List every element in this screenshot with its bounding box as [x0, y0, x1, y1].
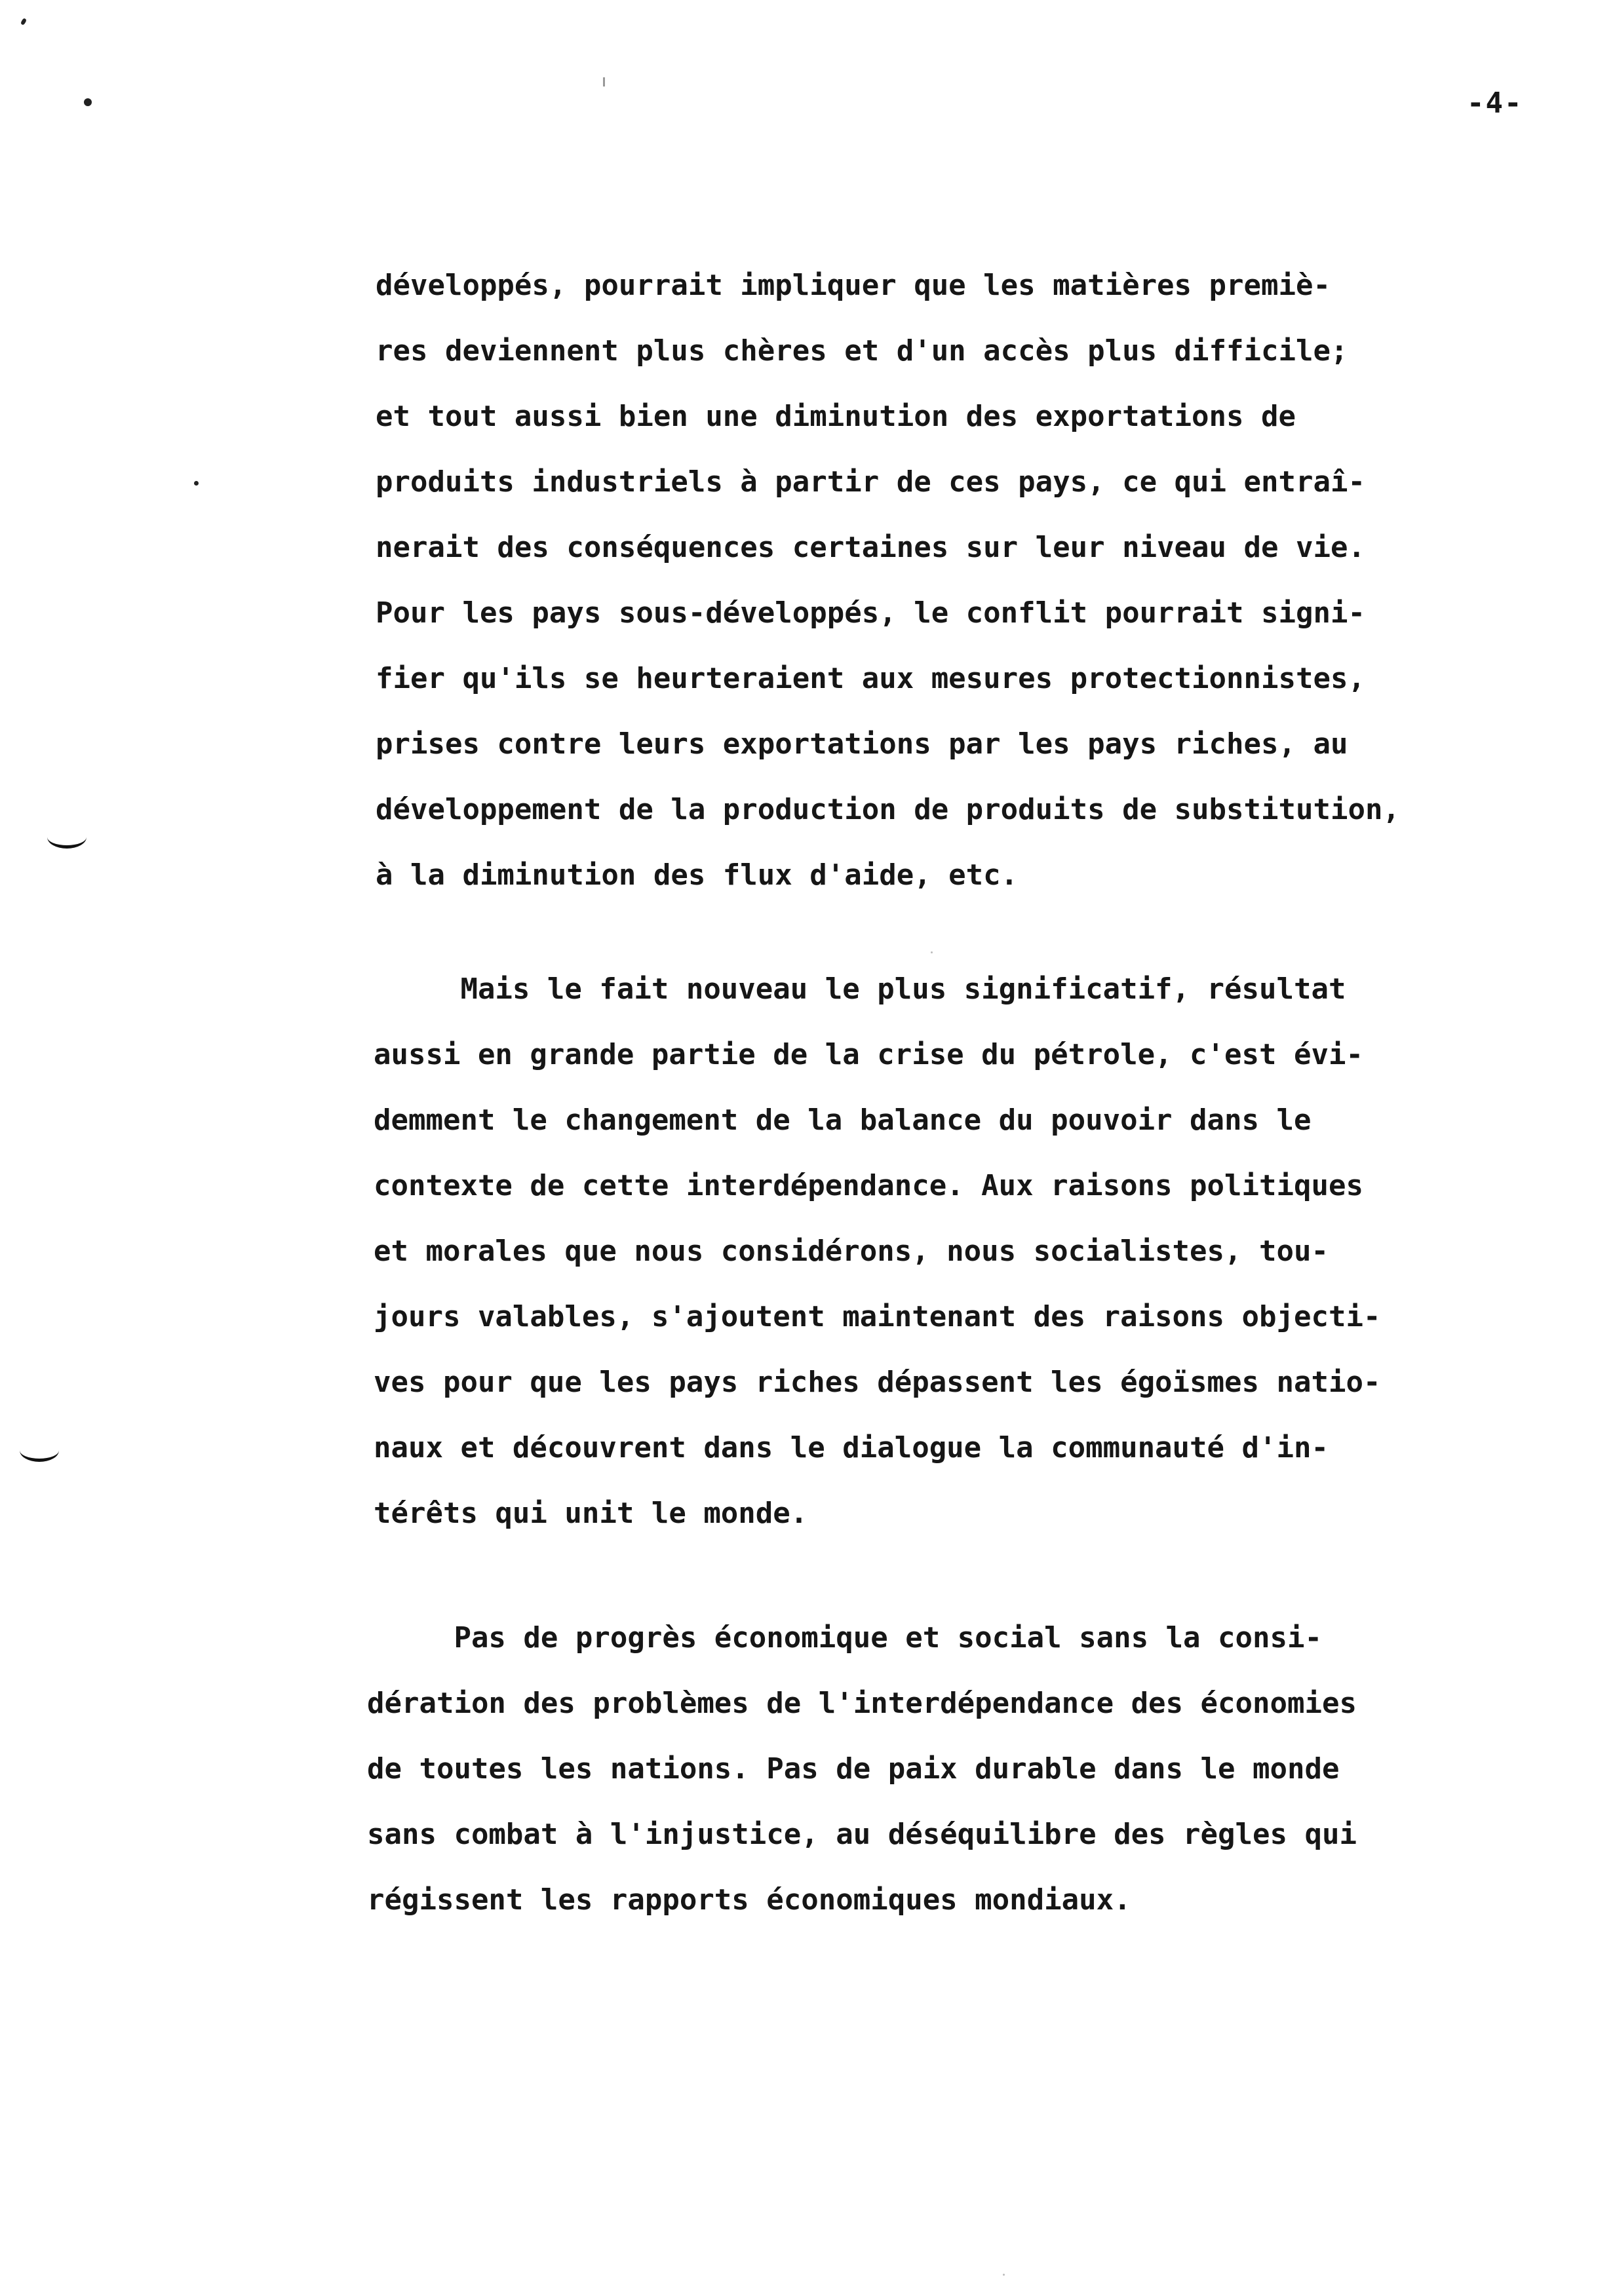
text-line: de toutes les nations. Pas de paix durable dans le monde	[367, 1752, 1340, 1786]
text-line: jours valables, s'ajoutent maintenant des raisons objecti-	[374, 1300, 1381, 1333]
text-line: ves pour que les pays riches dépassent les égoïsmes natio-	[374, 1366, 1381, 1399]
text-line: régissent les rapports économiques mondiaux.	[367, 1883, 1131, 1917]
text-line: développement de la production de produits de substitution,	[376, 793, 1400, 826]
text-line: Mais le fait nouveau le plus significatif, résultat	[374, 972, 1346, 1006]
page-number: -4-	[1467, 86, 1523, 120]
text-line: et tout aussi bien une diminution des exportations de	[376, 400, 1296, 433]
margin-curve-mark	[20, 1439, 59, 1462]
scan-mark	[603, 77, 605, 86]
text-line: Pas de progrès économique et social sans la consi-	[367, 1621, 1322, 1655]
margin-dot	[84, 98, 92, 106]
text-line: Pour les pays sous-développés, le conflit pourrait signi-	[376, 596, 1365, 630]
margin-curve-mark	[47, 826, 87, 849]
text-line: nerait des conséquences certaines sur leur niveau de vie.	[376, 531, 1365, 564]
scan-speck	[931, 951, 933, 953]
text-line: res deviennent plus chères et d'un accès plus difficile;	[376, 334, 1348, 368]
text-line: produits industriels à partir de ces pays, ce qui entraî-	[376, 465, 1365, 499]
text-line: aussi en grande partie de la crise du pétrole, c'est évi-	[374, 1038, 1363, 1071]
text-line: térêts qui unit le monde.	[374, 1497, 808, 1530]
paragraph	[367, 1605, 1357, 1933]
text-line: et morales que nous considérons, nous socialistes, tou-	[374, 1234, 1329, 1268]
margin-dot	[194, 481, 199, 486]
text-line: naux et découvrent dans le dialogue la communauté d'in-	[374, 1431, 1329, 1464]
text-line: fier qu'ils se heurteraient aux mesures protectionnistes,	[376, 662, 1365, 695]
text-line: développés, pourrait impliquer que les matières premiè-	[376, 269, 1331, 302]
text-line: contexte de cette interdépendance. Aux raisons politiques	[374, 1169, 1363, 1202]
text-line: demment le changement de la balance du pouvoir dans le	[374, 1103, 1312, 1137]
text-line: à la diminution des flux d'aide, etc.	[376, 858, 1019, 892]
paragraph	[376, 253, 1400, 908]
text-line: sans combat à l'injustice, au déséquilibre des règles qui	[367, 1818, 1357, 1851]
text-line: prises contre leurs exportations par les pays riches, au	[376, 727, 1348, 761]
scan-mark	[20, 18, 27, 26]
scan-speck	[1003, 2274, 1005, 2276]
paragraph	[374, 957, 1380, 1546]
text-line: dération des problèmes de l'interdépendance des économies	[367, 1687, 1357, 1720]
